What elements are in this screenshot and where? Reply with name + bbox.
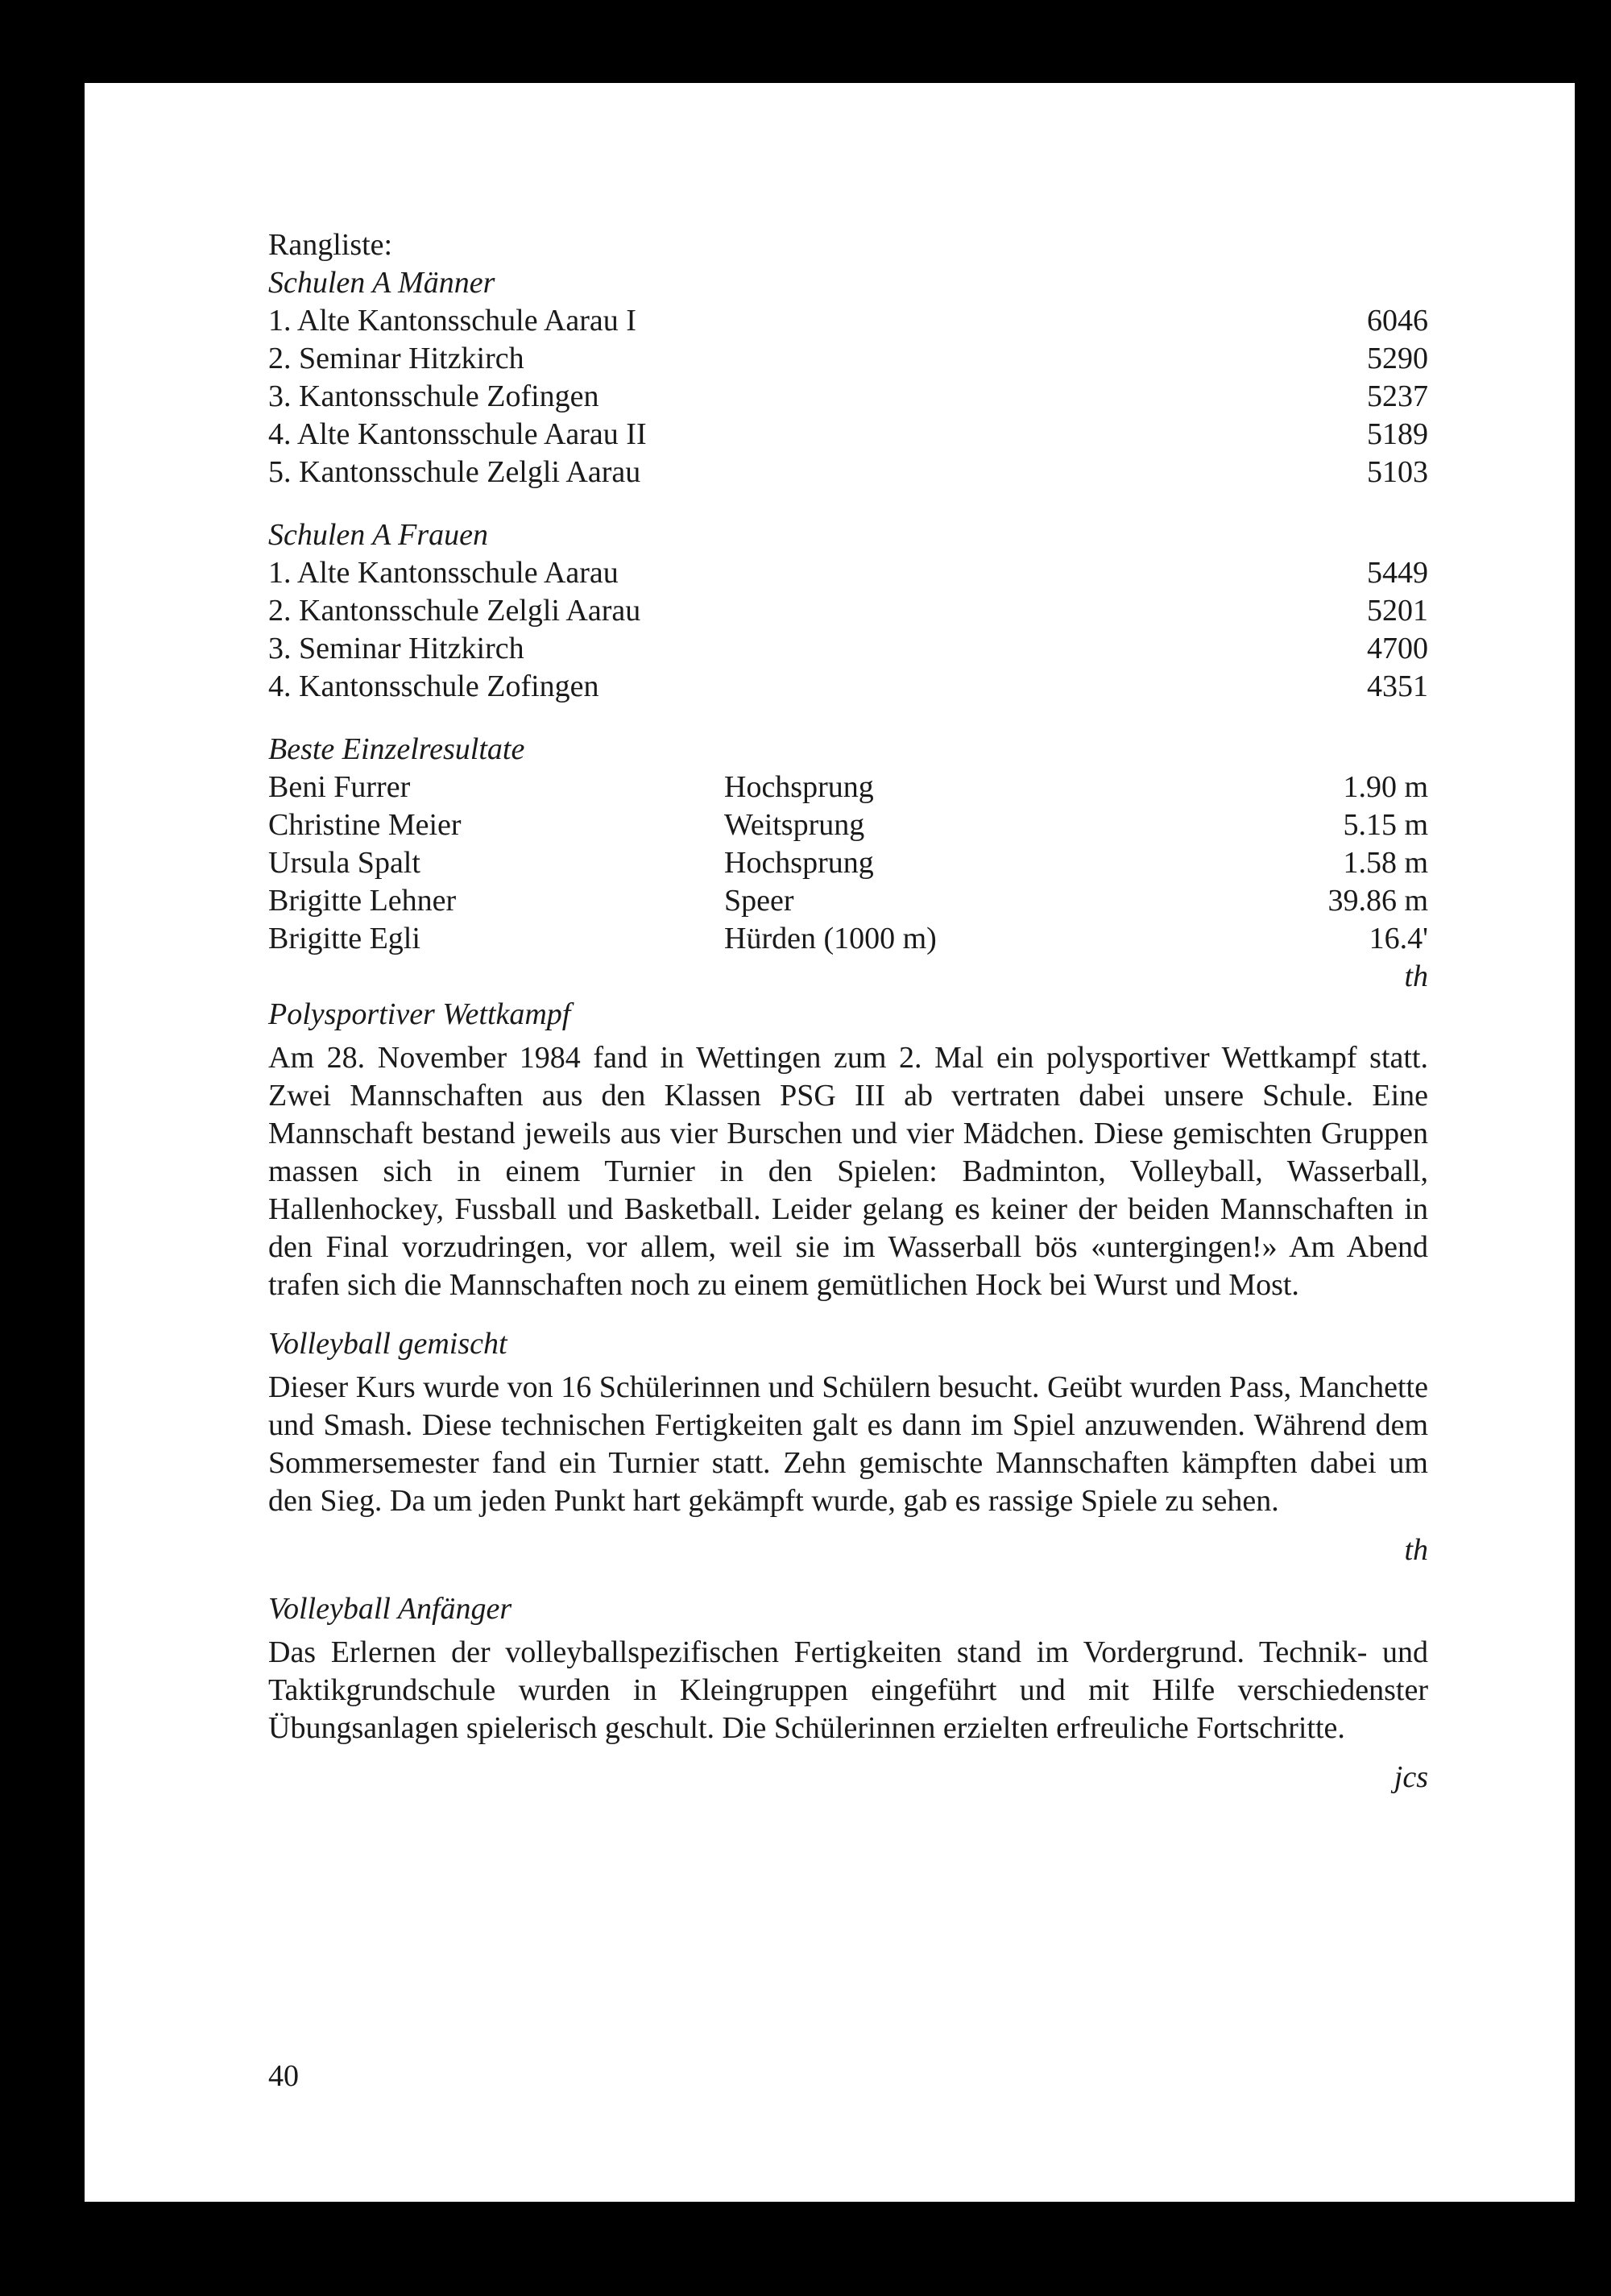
women-row-score: 4700 [1367, 632, 1428, 665]
athlete-name: Brigitte Egli [268, 922, 420, 955]
women-row [268, 668, 1428, 706]
men-row [268, 416, 1428, 454]
document-page [85, 83, 1575, 2202]
page-number: 40 [268, 2059, 299, 2093]
best-result-row [268, 769, 1428, 806]
women-row [268, 630, 1428, 668]
result-value: 1.58 m [1343, 846, 1428, 880]
athlete-name: Christine Meier [268, 808, 462, 842]
signature: th [1404, 1533, 1428, 1567]
women-row-label: 1. Alte Kantonsschule Aarau [268, 556, 619, 590]
women-row-score: 4351 [1367, 669, 1428, 703]
polysport-paragraph: Am 28. November 1984 fand in Wettingen zum 2. Mal ein polysportiver Wettkampf statt. Zwei Mannschaften aus den Klassen PSG III ab vertraten dabei unsere Schule. Eine Mannschaft bestand jeweils aus vier Burschen und vier Mädchen. Diese gemischten Gruppen massen sich in einem Turnier in den Spielen: Badminton, Volleyball, Wasserball, Hallenhockey, Fussball und Basketball. Leider gelang es keiner der beiden Mannschaften in den Final vorzudringen, vor allem, weil sie im Wasserball bös «untergingen!» Am Abend trafen sich die Mannschaften noch zu einem gemütlichen Hock bei Wurst und Most. [268, 1041, 1428, 1302]
men-row-score: 6046 [1367, 304, 1428, 338]
men-row [268, 340, 1428, 378]
volleyball-beginner-heading: Volleyball Anfänger [268, 1592, 512, 1626]
men-row-label: 4. Alte Kantonsschule Aarau II [268, 417, 647, 451]
athlete-name: Ursula Spalt [268, 846, 420, 880]
men-row-score: 5237 [1367, 379, 1428, 413]
men-row-label: 2. Seminar Hitzkirch [268, 342, 524, 375]
men-row-label: 5. Kantonsschule Zelgli Aarau [268, 455, 641, 489]
women-row-label: 2. Kantonsschule Zelgli Aarau [268, 594, 641, 628]
event-name: Hochsprung [724, 846, 874, 880]
men-row-label: 3. Kantonsschule Zofingen [268, 379, 599, 413]
ranking-title: Rangliste: [268, 228, 393, 262]
best-result-row [268, 806, 1428, 844]
event-name: Hochsprung [724, 770, 874, 804]
women-row [268, 592, 1428, 630]
athlete-name: Beni Furrer [268, 770, 411, 804]
women-row-score: 5201 [1367, 594, 1428, 628]
women-row [268, 554, 1428, 592]
athlete-name: Brigitte Lehner [268, 884, 457, 918]
men-row-score: 5189 [1367, 417, 1428, 451]
page-content [268, 226, 1428, 1797]
women-heading: Schulen A Frauen [268, 518, 488, 552]
best-result-row [268, 844, 1428, 882]
best-result-row [268, 920, 1428, 958]
best-results-heading: Beste Einzelresultate [268, 732, 525, 766]
men-heading: Schulen A Männer [268, 266, 495, 300]
event-name: Speer [724, 884, 794, 918]
women-row-label: 3. Seminar Hitzkirch [268, 632, 524, 665]
result-value: 5.15 m [1343, 808, 1428, 842]
volleyball-beginner-paragraph: Das Erlernen der volleyballspezifischen Fertigkeiten stand im Vordergrund. Technik- und Taktikgrundschule wurden in Kleingruppen eingeführt und mit Hilfe verschiedenster Übungsanlagen spielerisch geschult. Die Schülerinnen erzielten erfreuliche Fortschritte. [268, 1635, 1428, 1745]
polysport-heading: Polysportiver Wettkampf [268, 997, 571, 1031]
men-row [268, 378, 1428, 416]
event-name: Weitsprung [724, 808, 865, 842]
signature: jcs [1394, 1760, 1428, 1794]
men-row-label: 1. Alte Kantonsschule Aarau I [268, 304, 636, 338]
women-row-label: 4. Kantonsschule Zofingen [268, 669, 599, 703]
volleyball-mixed-heading: Volleyball gemischt [268, 1327, 507, 1361]
men-row [268, 454, 1428, 491]
event-name: Hürden (1000 m) [724, 922, 937, 955]
result-value: 16.4' [1369, 922, 1428, 955]
men-row [268, 302, 1428, 340]
men-row-score: 5103 [1367, 455, 1428, 489]
best-result-row [268, 882, 1428, 920]
result-value: 1.90 m [1343, 770, 1428, 804]
volleyball-mixed-paragraph: Dieser Kurs wurde von 16 Schülerinnen und Schülern besucht. Geübt wurden Pass, Manchette und Smash. Diese technischen Fertigkeiten galt es dann im Spiel anzuwenden. Während dem Sommersemester fand ein Turnier statt. Zehn gemischte Mannschaften kämpften dabei um den Sieg. Da um jeden Punkt hart gekämpft wurde, gab es rassige Spiele zu sehen. [268, 1370, 1428, 1518]
result-value: 39.86 m [1327, 884, 1428, 918]
men-row-score: 5290 [1367, 342, 1428, 375]
signature: th [1404, 959, 1428, 993]
women-row-score: 5449 [1367, 556, 1428, 590]
